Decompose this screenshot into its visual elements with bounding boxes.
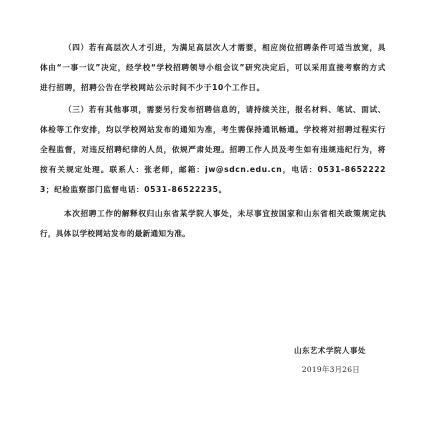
signature-block <box>294 341 366 379</box>
paragraph-2: （三）若有其他事项，需要另行发布招聘信息的，请持续关注，报名材料、笔试、面试、体检等工作安排，均以学校网站发布的通知为准，考生需保持通讯畅通。学校将对招聘过程实行全程监督，对违反招聘纪律的人员，依规严肃处理。招聘工作人员及考生如有违规违纪行为，将按有关规定处理。联系人：张老师，邮箱：jw@sdcn.edu.cn，电话：0531-86522223；纪检监察部门监督电话：0531-86522235。 <box>40 105 386 194</box>
issue-date: 2019年3月26日 <box>301 365 360 374</box>
document-body <box>40 38 386 246</box>
paragraph-3: 本次招聘工作的解释权归山东省某学院人事处，未尽事宜按国家和山东省相关政策规定执行，具体以学校网站发布的最新通知为准。 <box>40 209 386 238</box>
paragraph-1: （四）若有高层次人才引进，为满足高层次人才需要，相应岗位招聘条件可适当放宽，具体由“一事一议”决定，经学校“学校招聘领导小组会议”研究决定后，可以采用直接考察的方式进行招聘，招聘公告在学校网站公示时间不少于10个工作日。 <box>40 43 386 92</box>
issuing-organization: 山东艺术学院人事处 <box>294 346 366 355</box>
